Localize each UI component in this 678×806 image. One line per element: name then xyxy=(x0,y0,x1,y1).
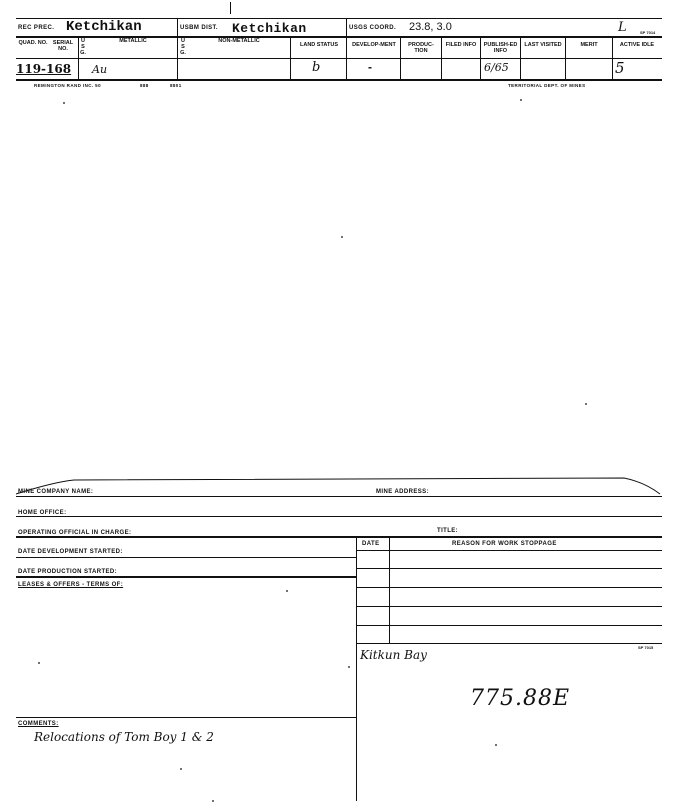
card-top-edge xyxy=(14,474,662,498)
scan-speck xyxy=(38,662,40,664)
scan-speck xyxy=(63,102,65,104)
col-quad: QUAD. NO. xyxy=(18,40,48,46)
footer-right: TERRITORIAL DEPT. OF MINES xyxy=(508,83,586,88)
scan-speck xyxy=(341,236,343,238)
col-land-status: LAND STATUS xyxy=(300,42,338,48)
dev-started-label: DATE DEVELOPMENT STARTED: xyxy=(18,549,123,555)
comments-value: Relocations of Tom Boy 1 & 2 xyxy=(34,730,214,744)
usgs-coord-label: USGS COORD. xyxy=(349,25,397,31)
col-metallic: METALLIC xyxy=(119,38,147,44)
code-note: 775.88E xyxy=(470,686,571,711)
scan-speck xyxy=(180,768,182,770)
col-active-idle: ACTIVE IDLE xyxy=(619,42,655,48)
footer-left: REMINGTON RAND INC. 50 xyxy=(34,83,101,88)
col-usg-nonmetallic: U S G. xyxy=(180,38,186,56)
comments-label: COMMENTS: xyxy=(18,721,59,727)
col-usg-metallic: U S G. xyxy=(80,38,86,56)
quad-serial-value: 119-168 xyxy=(16,62,72,76)
usbm-dist-value: Ketchikan xyxy=(232,21,307,36)
corner-mark: L xyxy=(618,20,627,35)
reason-header: REASON FOR WORK STOPPAGE xyxy=(452,541,557,547)
prod-started-label: DATE PRODUCTION STARTED: xyxy=(18,569,118,575)
usbm-dist-label: USBM DIST. xyxy=(180,25,219,31)
rec-prec-value: Ketchikan xyxy=(66,19,142,35)
usgs-coord-value: 23.8, 3.0 xyxy=(409,21,452,33)
form-number-bottom: SP 7015 xyxy=(638,645,654,650)
mine-company-label: MINE COMPANY NAME: xyxy=(18,489,94,495)
scan-speck xyxy=(585,403,587,405)
footer-mid-b: 8801 xyxy=(170,83,182,88)
operating-official-label: OPERATING OFFICIAL IN CHARGE: xyxy=(18,530,132,536)
metallic-value: Au xyxy=(92,63,108,76)
footer-mid-a: 888 xyxy=(140,83,149,88)
published-value: 6/65 xyxy=(484,61,509,74)
leases-label: LEASES & OFFERS - TERMS OF: xyxy=(18,582,124,588)
rec-prec-label: REC PREC. xyxy=(18,25,55,31)
location-note: Kitkun Bay xyxy=(360,648,427,662)
home-office-label: HOME OFFICE: xyxy=(18,510,67,516)
col-nonmetallic: NON-METALLIC xyxy=(218,38,260,44)
col-last-visited: LAST VISITED xyxy=(524,42,562,48)
col-merit: MERIT xyxy=(580,42,598,48)
scan-speck xyxy=(520,99,522,101)
development-value: - xyxy=(368,60,372,74)
scan-speck xyxy=(348,666,350,668)
col-production: PRODUC-TION xyxy=(408,42,434,54)
land-status-value: b xyxy=(312,60,321,75)
title-label: TITLE: xyxy=(437,528,459,534)
date-header: DATE xyxy=(362,541,380,547)
scan-speck xyxy=(212,800,214,802)
col-serial: SERIAL NO. xyxy=(52,40,74,52)
col-published-info: PUBLISH-ED INFO xyxy=(483,42,518,54)
col-development: DEVELOP-MENT xyxy=(352,42,396,48)
active-idle-value: 5 xyxy=(615,59,625,77)
mine-address-label: MINE ADDRESS: xyxy=(376,489,429,495)
col-filed-info: FILED INFO xyxy=(445,42,477,48)
scan-speck xyxy=(286,590,288,592)
scan-speck xyxy=(495,744,497,746)
form-number-top: SP 7014 xyxy=(640,30,656,35)
